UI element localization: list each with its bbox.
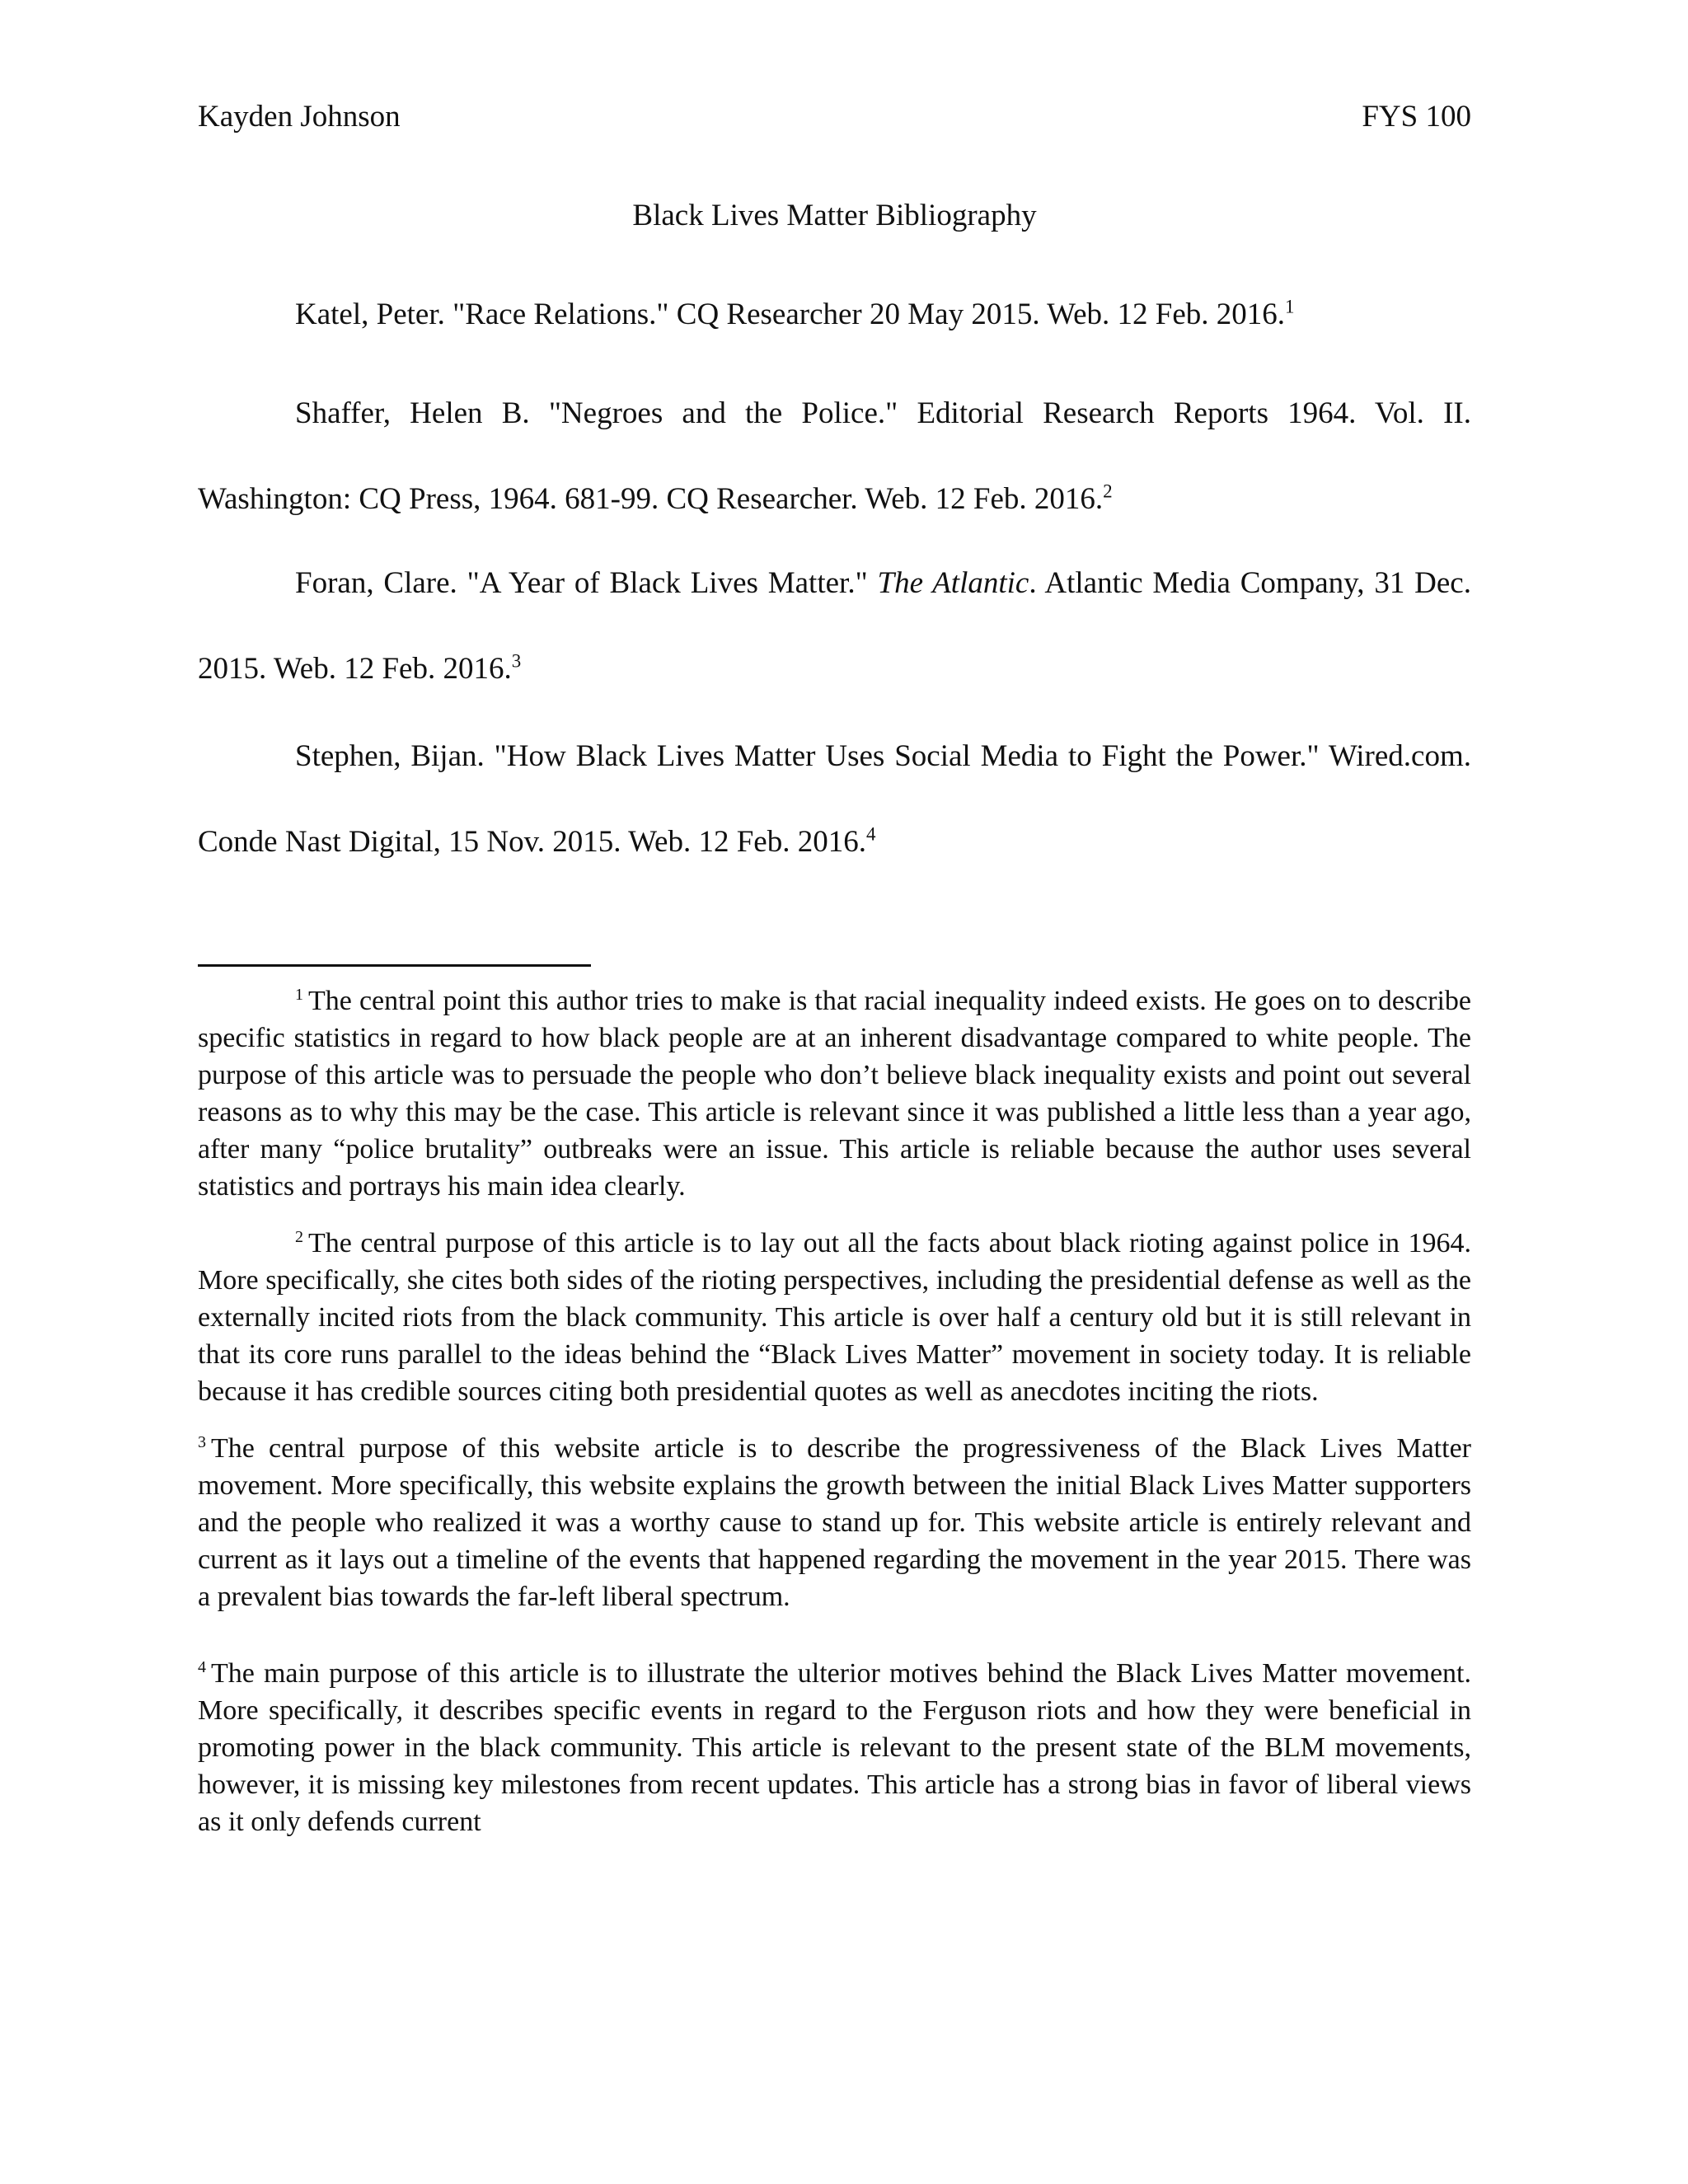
footnote-ref-2[interactable]: 2 (1103, 480, 1113, 502)
entry-text-before: Foran, Clare. "A Year of Black Lives Matter." (295, 566, 878, 600)
footnote-text: The main purpose of this article is to illustrate the ulterior motives behind the Black Lives Matter movement. More specifically, it describes specific events in regard to the Ferguson riots and how they were beneficial in promoting power in the black community. This article is relevant to the present state of the BLM movements, however, it is missing key milestones from recent updates. This article has a strong bias in favor of liberal views as it only defends current (198, 1658, 1471, 1837)
entry-text: Stephen, Bijan. "How Black Lives Matter Uses Social Media to Fight the Power." Wired.com. Conde Nast Digital, 15 Nov. 2015. Web. 12 Feb. 2016. (198, 739, 1471, 859)
footnote-3 (198, 1430, 1471, 1615)
entry-text: Shaffer, Helen B. "Negroes and the Police." Editorial Research Reports 1964. Vol. II. Washington: CQ Press, 1964. 681-99. CQ Researcher. Web. 12 Feb. 2016. (198, 396, 1471, 516)
footnote-text: The central purpose of this website article is to describe the progressiveness of the Black Lives Matter movement. More specifically, this website explains the growth between the initial Black Lives Matter supporters and the people who realized it was a worthy cause to stand up for. This website article is entirely relevant and current as it lays out a timeline of the events that happened regarding the movement in the year 2015. There was a prevalent bias towards the far-left liberal spectrum. (198, 1433, 1471, 1612)
footnote-text: The central purpose of this article is to lay out all the facts about black rioting against police in 1964. More specifically, she cites both sides of the rioting perspectives, including the presidential defense as well as the externally incited riots from the black community. This article is over half a century old but it is still relevant in that its core runs parallel to the ideas behind the “Black Lives Matter” movement in society today. It is reliable because it has credible sources citing both presidential quotes as well as anecdotes inciting the riots. (198, 1228, 1471, 1407)
bibliography-entry-1 (198, 272, 1471, 358)
bibliography-entry-3 (198, 541, 1471, 712)
bibliography-entry-2 (198, 371, 1471, 542)
footnote-2 (198, 1225, 1471, 1410)
footnote-text: The central point this author tries to make is that racial inequality indeed exists. He goes on to describe specific statistics in regard to how black people are at an inherent disadvantage compared to white people. The purpose of this article was to persuade the people who don’t believe black inequality exists and point out several reasons as to why this may be the case. This article is relevant since it was published a little less than a year ago, after many “police brutality” outbreaks were an issue. This article is reliable because the author uses several statistics and portrays his main idea clearly. (198, 986, 1471, 1202)
author-name: Kayden Johnson (198, 100, 401, 134)
footnote-mark: 4 (198, 1657, 206, 1676)
publication-title: The Atlantic (877, 566, 1029, 600)
bibliography-entry-4 (198, 714, 1471, 885)
footnote-ref-1[interactable]: 1 (1285, 296, 1295, 317)
footnote-ref-3[interactable]: 3 (511, 650, 522, 672)
footnote-4 (198, 1655, 1471, 1840)
entry-text-after: . Atlantic Media Company, 31 Dec. 2015. Web. 12 Feb. 2016. (198, 566, 1471, 686)
footnote-spacer (198, 1635, 1471, 1655)
footnotes-section (198, 982, 1471, 1860)
footnote-separator (198, 964, 591, 967)
footnote-mark: 3 (198, 1432, 206, 1451)
footnote-mark: 1 (295, 985, 303, 1004)
footnote-mark: 2 (295, 1227, 303, 1246)
footnote-ref-4[interactable]: 4 (865, 823, 876, 845)
entry-text: Katel, Peter. "Race Relations." CQ Researcher 20 May 2015. Web. 12 Feb. 2016. (295, 298, 1286, 331)
footnote-1 (198, 982, 1471, 1205)
course-code: FYS 100 (1362, 100, 1471, 134)
document-title: Black Lives Matter Bibliography (632, 199, 1037, 232)
